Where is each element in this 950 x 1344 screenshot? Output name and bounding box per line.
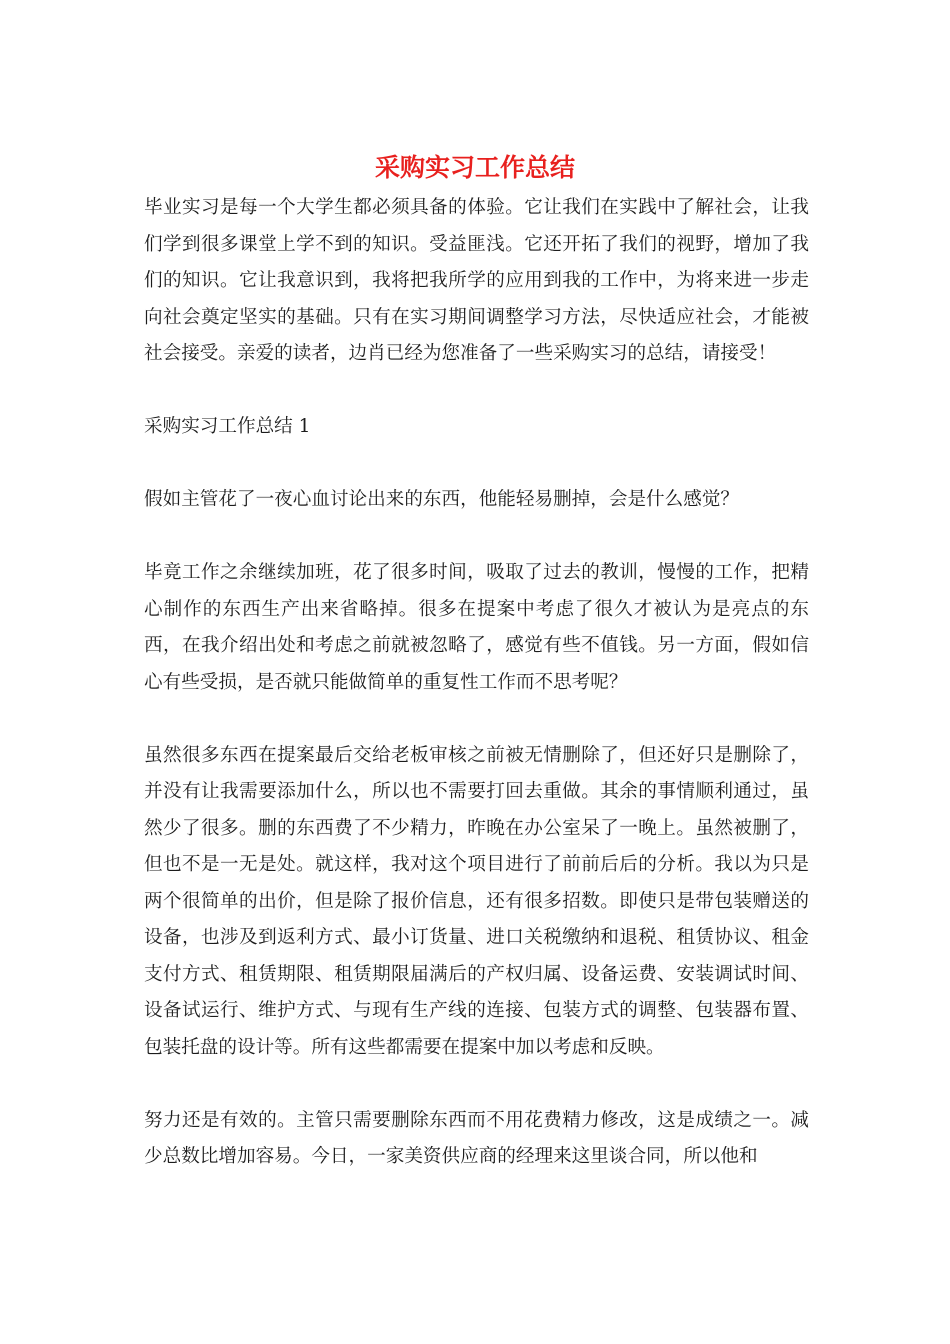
body-paragraph: 虽然很多东西在提案最后交给老板审核之前被无情删除了，但还好只是删除了，并没有让我需要添加什么，所以也不需要打回去重做。其余的事情顺利通过，虽然少了很多。删的东西费了不少精力，昨晚在办公室呆了一晚上。虽然被删了，但也不是一无是处。就这样，我对这个项目进行了前前后后的分析。我以为只是两个很简单的出价，但是除了报价信息，还有很多招数。即使只是带包装赠送的设备，也涉及到返利方式、最小订货量、进口关税缴纳和退税、租赁协议、租金支付方式、租赁期限、租赁期限届满后的产权归属、设备运费、安装调试时间、设备试运行、维护方式、与现有生产线的连接、包装方式的调整、包装器布置、包装托盘的设计等。所有这些都需要在提案中加以考虑和反映。 xyxy=(144,744,809,1058)
body-paragraph: 假如主管花了一夜心血讨论出来的东西，他能轻易删掉，会是什么感觉？ xyxy=(144,489,740,510)
intro-paragraph: 毕业实习是每一个大学生都必须具备的体验。它让我们在实践中了解社会，让我们学到很多课堂上学不到的知识。受益匪浅。它还开拓了我们的视野，增加了我们的知识。它让我意识到，我将把我所学的应用到我的工作中，为将来进一步走向社会奠定坚实的基础。只有在实习期间调整学习方法，尽快适应社会，才能被社会接受。亲爱的读者，边肖已经为您准备了一些采购实习的总结，请接受！ xyxy=(144,197,809,364)
document-body xyxy=(144,190,809,1176)
body-paragraph: 毕竟工作之余继续加班，花了很多时间，吸取了过去的教训，慢慢的工作，把精心制作的东西生产出来省略掉。很多在提案中考虑了很久才被认为是亮点的东西，在我介绍出处和考虑之前就被忽略了，感觉有些不值钱。另一方面，假如信心有些受损，是否就只能做简单的重复性工作而不思考呢？ xyxy=(144,562,809,693)
document-title: 采购实习工作总结 xyxy=(374,153,575,182)
section-heading: 采购实习工作总结 1 xyxy=(144,416,311,437)
body-paragraph: 努力还是有效的。主管只需要删除东西而不用花费精力修改，这是成绩之一。减少总数比增加容易。今日，一家美资供应商的经理来这里谈合同，所以他和 xyxy=(144,1109,809,1167)
